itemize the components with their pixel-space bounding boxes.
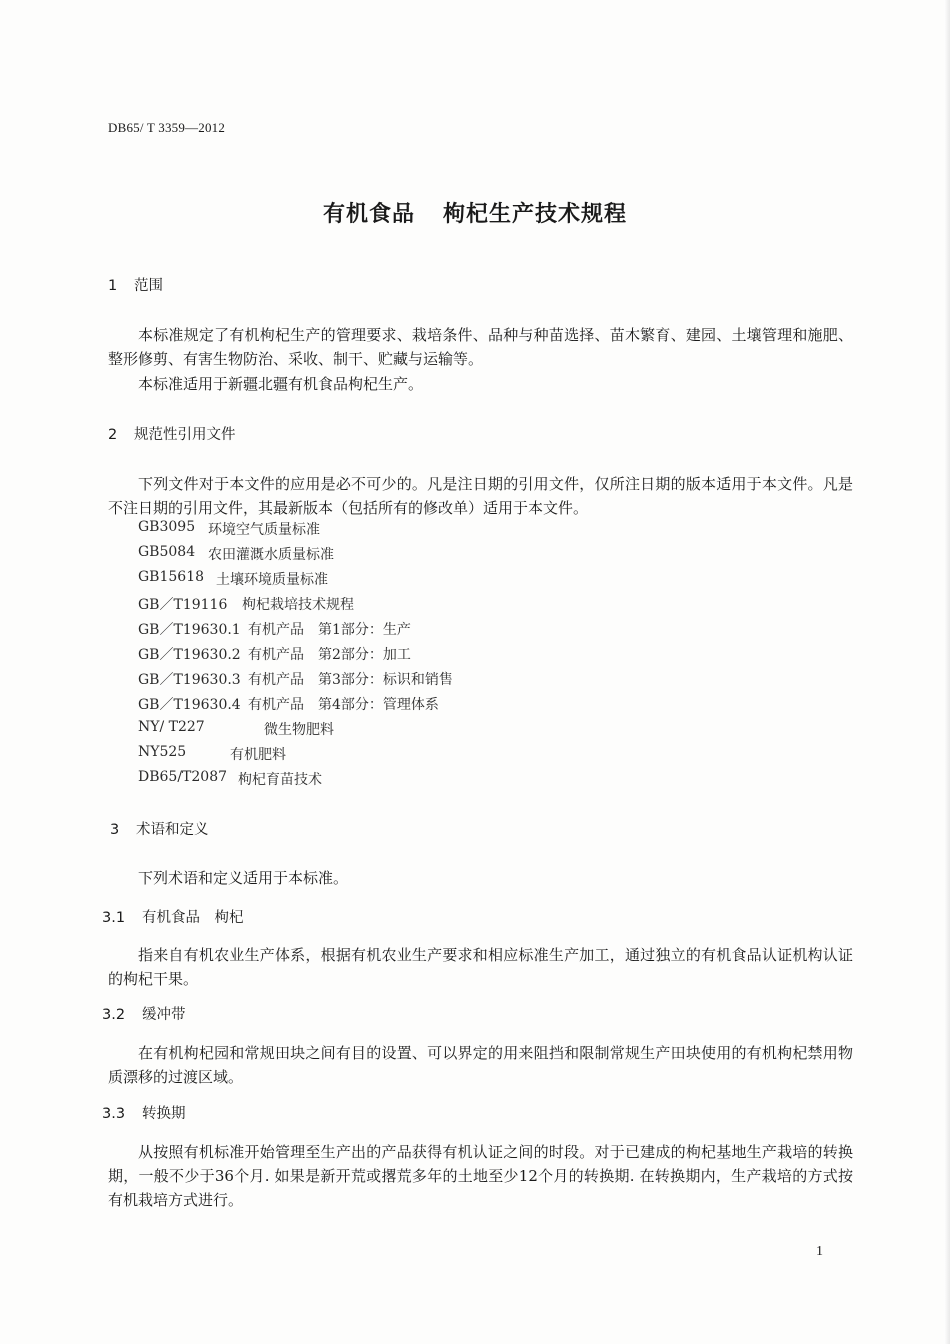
reference-name: 微生物肥料	[264, 722, 334, 738]
term-3-3-definition: 从按照有机标准开始管理至生产出的产品获得有机认证之间的时段。对于已建成的枸杞基地生产栽培的转换期，一般不少于36个月. 如果是新开荒或撂荒多年的土地至少12个月的转换期. 在转换期内，生产栽培的方式按有机栽培方式进行。	[108, 1143, 853, 1209]
reference-code: GB／T19630.4	[138, 697, 241, 713]
reference-name: 有机产品 第1部分：生产	[248, 622, 411, 638]
reference-code: GB5084	[138, 544, 196, 560]
section-2-number: 2	[108, 427, 118, 443]
section-1-title: 范围	[134, 278, 163, 294]
reference-code: DB65/T2087	[138, 769, 228, 785]
reference-code: GB3095	[138, 519, 196, 535]
reference-code: GB／T19116	[138, 597, 228, 613]
section-2-title: 规范性引用文件	[134, 427, 236, 443]
section-3-heading	[110, 818, 209, 839]
page-title	[0, 197, 950, 228]
section-2-intro: 下列文件对于本文件的应用是必不可少的。凡是注日期的引用文件，仅所注日期的版本适用于本文件。凡是不注日期的引用文件，其最新版本（包括所有的修改单）适用于本文件。	[108, 475, 853, 517]
reference-code: GB／T19630.3	[138, 672, 241, 688]
reference-name: 有机产品 第3部分：标识和销售	[248, 672, 453, 688]
term-title: 有机食品 枸杞	[142, 910, 244, 926]
term-number: 3.1	[102, 910, 126, 926]
reference-code: GB／T19630.1	[138, 622, 241, 638]
term-number: 3.3	[102, 1106, 126, 1122]
reference-item	[138, 619, 411, 639]
reference-item	[138, 519, 320, 538]
term-number: 3.2	[102, 1007, 126, 1023]
section-1-paragraph-1: 本标准规定了有机枸杞生产的管理要求、栽培条件、品种与种苗选择、苗木繁育、建园、土壤管理和施肥、整形修剪、有害生物防治、采收、制干、贮藏与运输等。	[108, 326, 853, 368]
reference-name: 土壤环境质量标准	[216, 572, 328, 588]
section-3-intro: 下列术语和定义适用于本标准。	[138, 869, 349, 887]
document-code: DB65/ T 3359—2012	[108, 120, 226, 135]
reference-code: NY525	[138, 744, 187, 760]
reference-item	[138, 744, 286, 763]
reference-name: 枸杞栽培技术规程	[242, 597, 354, 613]
reference-item	[138, 769, 322, 788]
section-1-number: 1	[108, 278, 118, 294]
term-title: 缓冲带	[142, 1007, 186, 1023]
reference-item	[138, 644, 411, 664]
reference-code: GB／T19630.2	[138, 647, 241, 663]
reference-item	[138, 719, 334, 738]
reference-item	[138, 669, 453, 689]
reference-name: 环境空气质量标准	[208, 522, 320, 538]
section-3-number: 3	[110, 822, 120, 838]
section-1-paragraph-2: 本标准适用于新疆北疆有机食品枸杞生产。	[138, 375, 424, 393]
reference-code: NY/ T227	[138, 719, 205, 735]
reference-name: 有机产品 第4部分：管理体系	[248, 697, 439, 713]
reference-item	[138, 594, 354, 614]
reference-item	[138, 569, 328, 588]
term-3-2-heading	[102, 1003, 186, 1024]
reference-name: 枸杞育苗技术	[238, 772, 322, 788]
reference-name: 有机产品 第2部分：加工	[248, 647, 411, 663]
reference-item	[138, 694, 439, 714]
term-3-1-definition: 指来自有机农业生产体系，根据有机农业生产要求和相应标准生产加工，通过独立的有机食品认证机构认证的枸杞干果。	[108, 946, 853, 988]
title-part-2: 枸杞生产技术规程	[443, 202, 628, 227]
title-part-1: 有机食品	[322, 202, 415, 227]
section-2-heading	[108, 423, 236, 444]
reference-name: 有机肥料	[230, 747, 286, 763]
reference-name: 农田灌溉水质量标准	[208, 547, 334, 563]
term-3-1-heading	[102, 906, 244, 927]
section-1-heading	[108, 274, 163, 295]
term-3-3-heading	[102, 1102, 186, 1123]
term-3-2-definition: 在有机枸杞园和常规田块之间有目的设置、可以界定的用来阻挡和限制常规生产田块使用的有机枸杞禁用物质漂移的过渡区域。	[108, 1044, 853, 1086]
page-number: 1	[816, 1244, 823, 1259]
section-3-title: 术语和定义	[136, 822, 209, 838]
reference-item	[138, 544, 334, 563]
reference-code: GB15618	[138, 569, 205, 585]
term-title: 转换期	[142, 1106, 186, 1122]
